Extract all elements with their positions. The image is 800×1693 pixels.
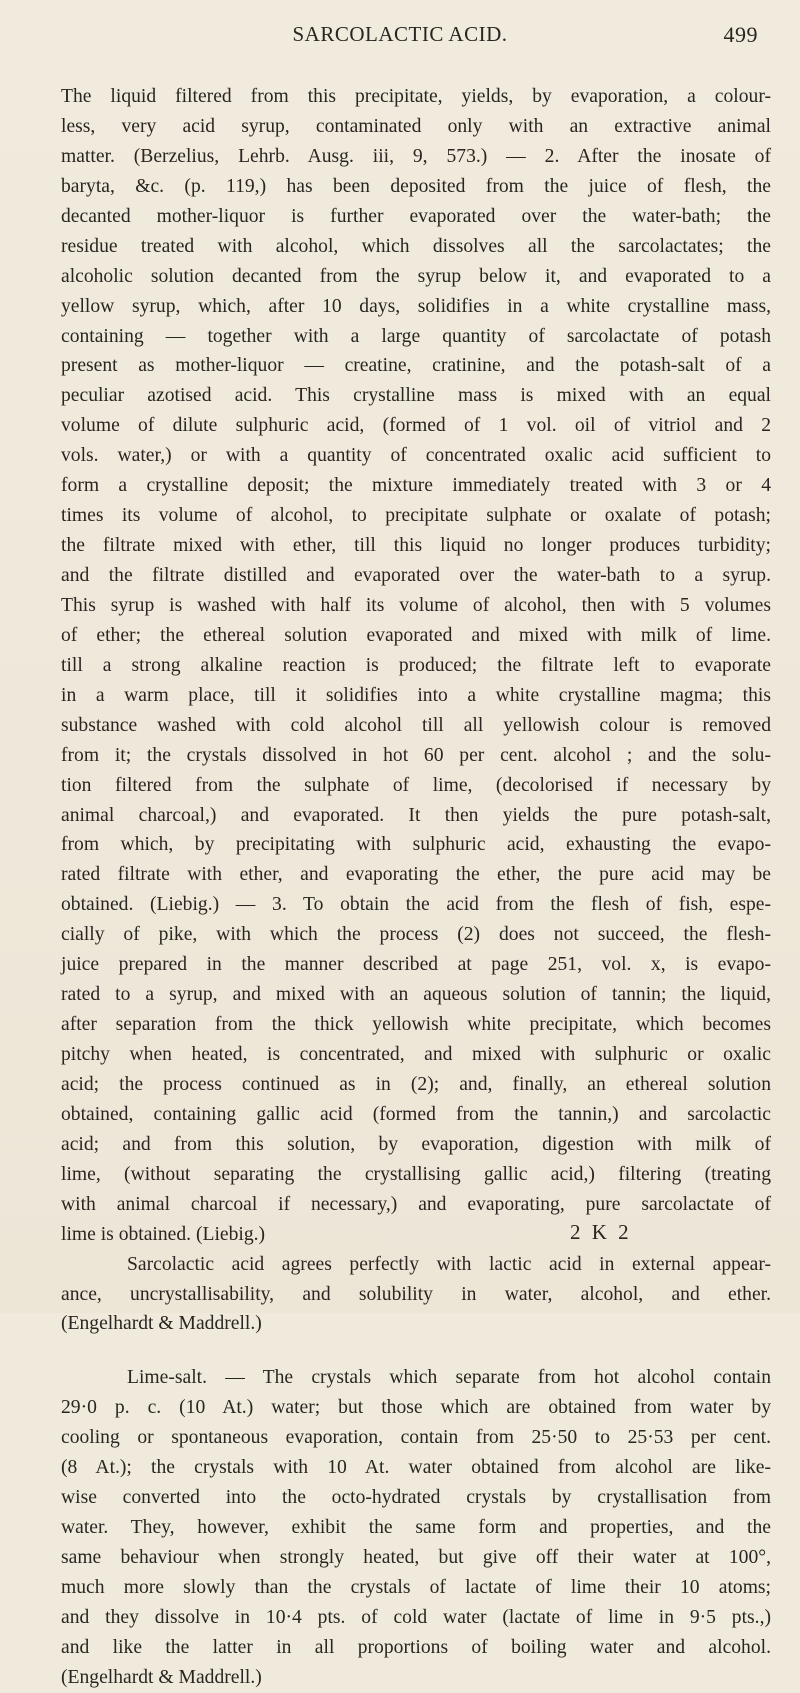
paragraph-gap — [61, 1339, 771, 1363]
text-line: of ether; the ethereal solution evaporated and mixed with milk of lime. — [61, 624, 771, 646]
text-line: obtained, containing gallic acid (formed from the tannin,) and sarcolactic — [61, 1103, 771, 1125]
text-line: This syrup is washed with half its volume of alcohol, then with 5 volumes — [61, 594, 771, 616]
text-line: and they dissolve in 10·4 pts. of cold water (lactate of lime in 9·5 pts.,) — [61, 1606, 771, 1628]
text-line: ance, uncrystallisability, and solubility in water, alcohol, and ether. — [61, 1283, 771, 1305]
text-line: cially of pike, with which the process (2) does not succeed, the flesh- — [61, 924, 771, 946]
running-head — [60, 18, 758, 52]
text-line: containing — together with a large quantity of sarcolactate of potash — [61, 325, 771, 347]
text-line: alcoholic solution decanted from the syrup below it, and evaporated to a — [61, 265, 771, 287]
text-line: 29·0 p. c. (10 At.) water; but those which are obtained from water by — [61, 1397, 771, 1419]
text-line: with animal charcoal if necessary,) and evaporating, pure sarcolactate of — [61, 1193, 771, 1215]
text-line: cooling or spontaneous evaporation, contain from 25·50 to 25·53 per cent. — [61, 1427, 771, 1449]
text-line: yellow syrup, which, after 10 days, solidifies in a white crystalline mass, — [61, 295, 771, 317]
text-line: juice prepared in the manner described at page 251, vol. x, is evapo- — [61, 954, 771, 976]
text-line: present as mother-liquor — creatine, cratinine, and the potash-salt of a — [61, 355, 771, 377]
text-line: (Engelhardt & Maddrell.) — [61, 1666, 262, 1688]
text-line: lime, (without separating the crystallising gallic acid,) filtering (treating — [61, 1163, 771, 1185]
text-line: and like the latter in all proportions of boiling water and alcohol. — [61, 1636, 771, 1658]
text-line: much more slowly than the crystals of lactate of lime their 10 atoms; — [61, 1576, 771, 1598]
text-line: vols. water,) or with a quantity of concentrated oxalic acid sufficient to — [61, 445, 771, 467]
text-line: lime is obtained. (Liebig.) — [61, 1223, 266, 1245]
text-line: from which, by precipitating with sulphuric acid, exhausting the evapo- — [61, 834, 771, 856]
running-title: SARCOLACTIC ACID. — [292, 22, 508, 46]
text-line: volume of dilute sulphuric acid, (formed of 1 vol. oil of vitriol and 2 — [61, 415, 771, 437]
text-line: and the filtrate distilled and evaporated over the water-bath to a syrup. — [61, 565, 771, 586]
text-line: acid; the process continued as in (2); and, finally, an ethereal solution — [61, 1073, 771, 1095]
text-line: form a crystalline deposit; the mixture immediately treated with 3 or 4 — [61, 475, 771, 497]
text-line: from it; the crystals dissolved in hot 60 per cent. alcohol ; and the solu- — [61, 744, 771, 766]
text-line: till a strong alkaline reaction is produced; the filtrate left to evaporate — [61, 654, 771, 676]
text-line: decanted mother-liquor is further evaporated over the water-bath; the — [61, 205, 771, 227]
text-line: wise converted into the octo-hydrated crystals by crystallisation from — [61, 1487, 771, 1509]
text-line: Lime-salt. — The crystals which separate from hot alcohol contain — [127, 1367, 771, 1389]
text-line: Sarcolactic acid agrees perfectly with lactic acid in external appear- — [127, 1253, 771, 1275]
body-text — [61, 82, 771, 1693]
signature-mark: 2 K 2 — [570, 1220, 632, 1244]
text-line: water. They, however, exhibit the same form and properties, and the — [61, 1517, 771, 1539]
text-line: tion filtered from the sulphate of lime, (decolorised if necessary by — [61, 774, 771, 796]
text-line: times its volume of alcohol, to precipitate sulphate or oxalate of potash; — [61, 505, 771, 527]
text-line: substance washed with cold alcohol till all yellowish colour is removed — [61, 714, 771, 736]
text-line: less, very acid syrup, contaminated only with an extractive animal — [61, 115, 771, 137]
text-line: animal charcoal,) and evaporated. It then yields the pure potash-salt, — [61, 804, 771, 826]
text-line: acid; and from this solution, by evaporation, digestion with milk of — [61, 1133, 771, 1155]
text-line: peculiar azotised acid. This crystalline mass is mixed with an equal — [61, 385, 771, 407]
text-line: the filtrate mixed with ether, till this liquid no longer produces turbidity; — [61, 535, 771, 557]
paragraph-lime-salt — [61, 1363, 771, 1692]
text-line: matter. (Berzelius, Lehrb. Ausg. iii, 9, 573.) — 2. After the inosate of — [61, 145, 771, 167]
paragraph-properties — [61, 1250, 771, 1340]
text-line: rated to a syrup, and mixed with an aqueous solution of tannin; the liquid, — [61, 984, 771, 1006]
text-line: rated filtrate with ether, and evaporating the ether, the pure acid may be — [61, 864, 771, 886]
text-line: same behaviour when strongly heated, but give off their water at 100°, — [61, 1547, 771, 1568]
text-line: residue treated with alcohol, which dissolves all the sarcolactates; the — [61, 235, 771, 257]
text-line: pitchy when heated, is concentrated, and mixed with sulphuric or oxalic — [61, 1044, 771, 1065]
text-line: (8 At.); the crystals with 10 At. water obtained from alcohol are like- — [61, 1457, 771, 1479]
text-line: (Engelhardt & Maddrell.) — [61, 1313, 262, 1335]
text-line: after separation from the thick yellowish white precipitate, which becomes — [61, 1014, 771, 1036]
text-line: The liquid filtered from this precipitate, yields, by evaporation, a colour- — [61, 86, 771, 107]
page-number: 499 — [723, 22, 758, 47]
text-line: obtained. (Liebig.) — 3. To obtain the acid from the flesh of fish, espe- — [61, 894, 771, 916]
text-line: baryta, &c. (p. 119,) has been deposited from the juice of flesh, the — [61, 175, 771, 197]
text-line: in a warm place, till it solidifies into a white crystalline magma; this — [61, 684, 771, 706]
paragraph-preparation — [61, 82, 771, 1250]
